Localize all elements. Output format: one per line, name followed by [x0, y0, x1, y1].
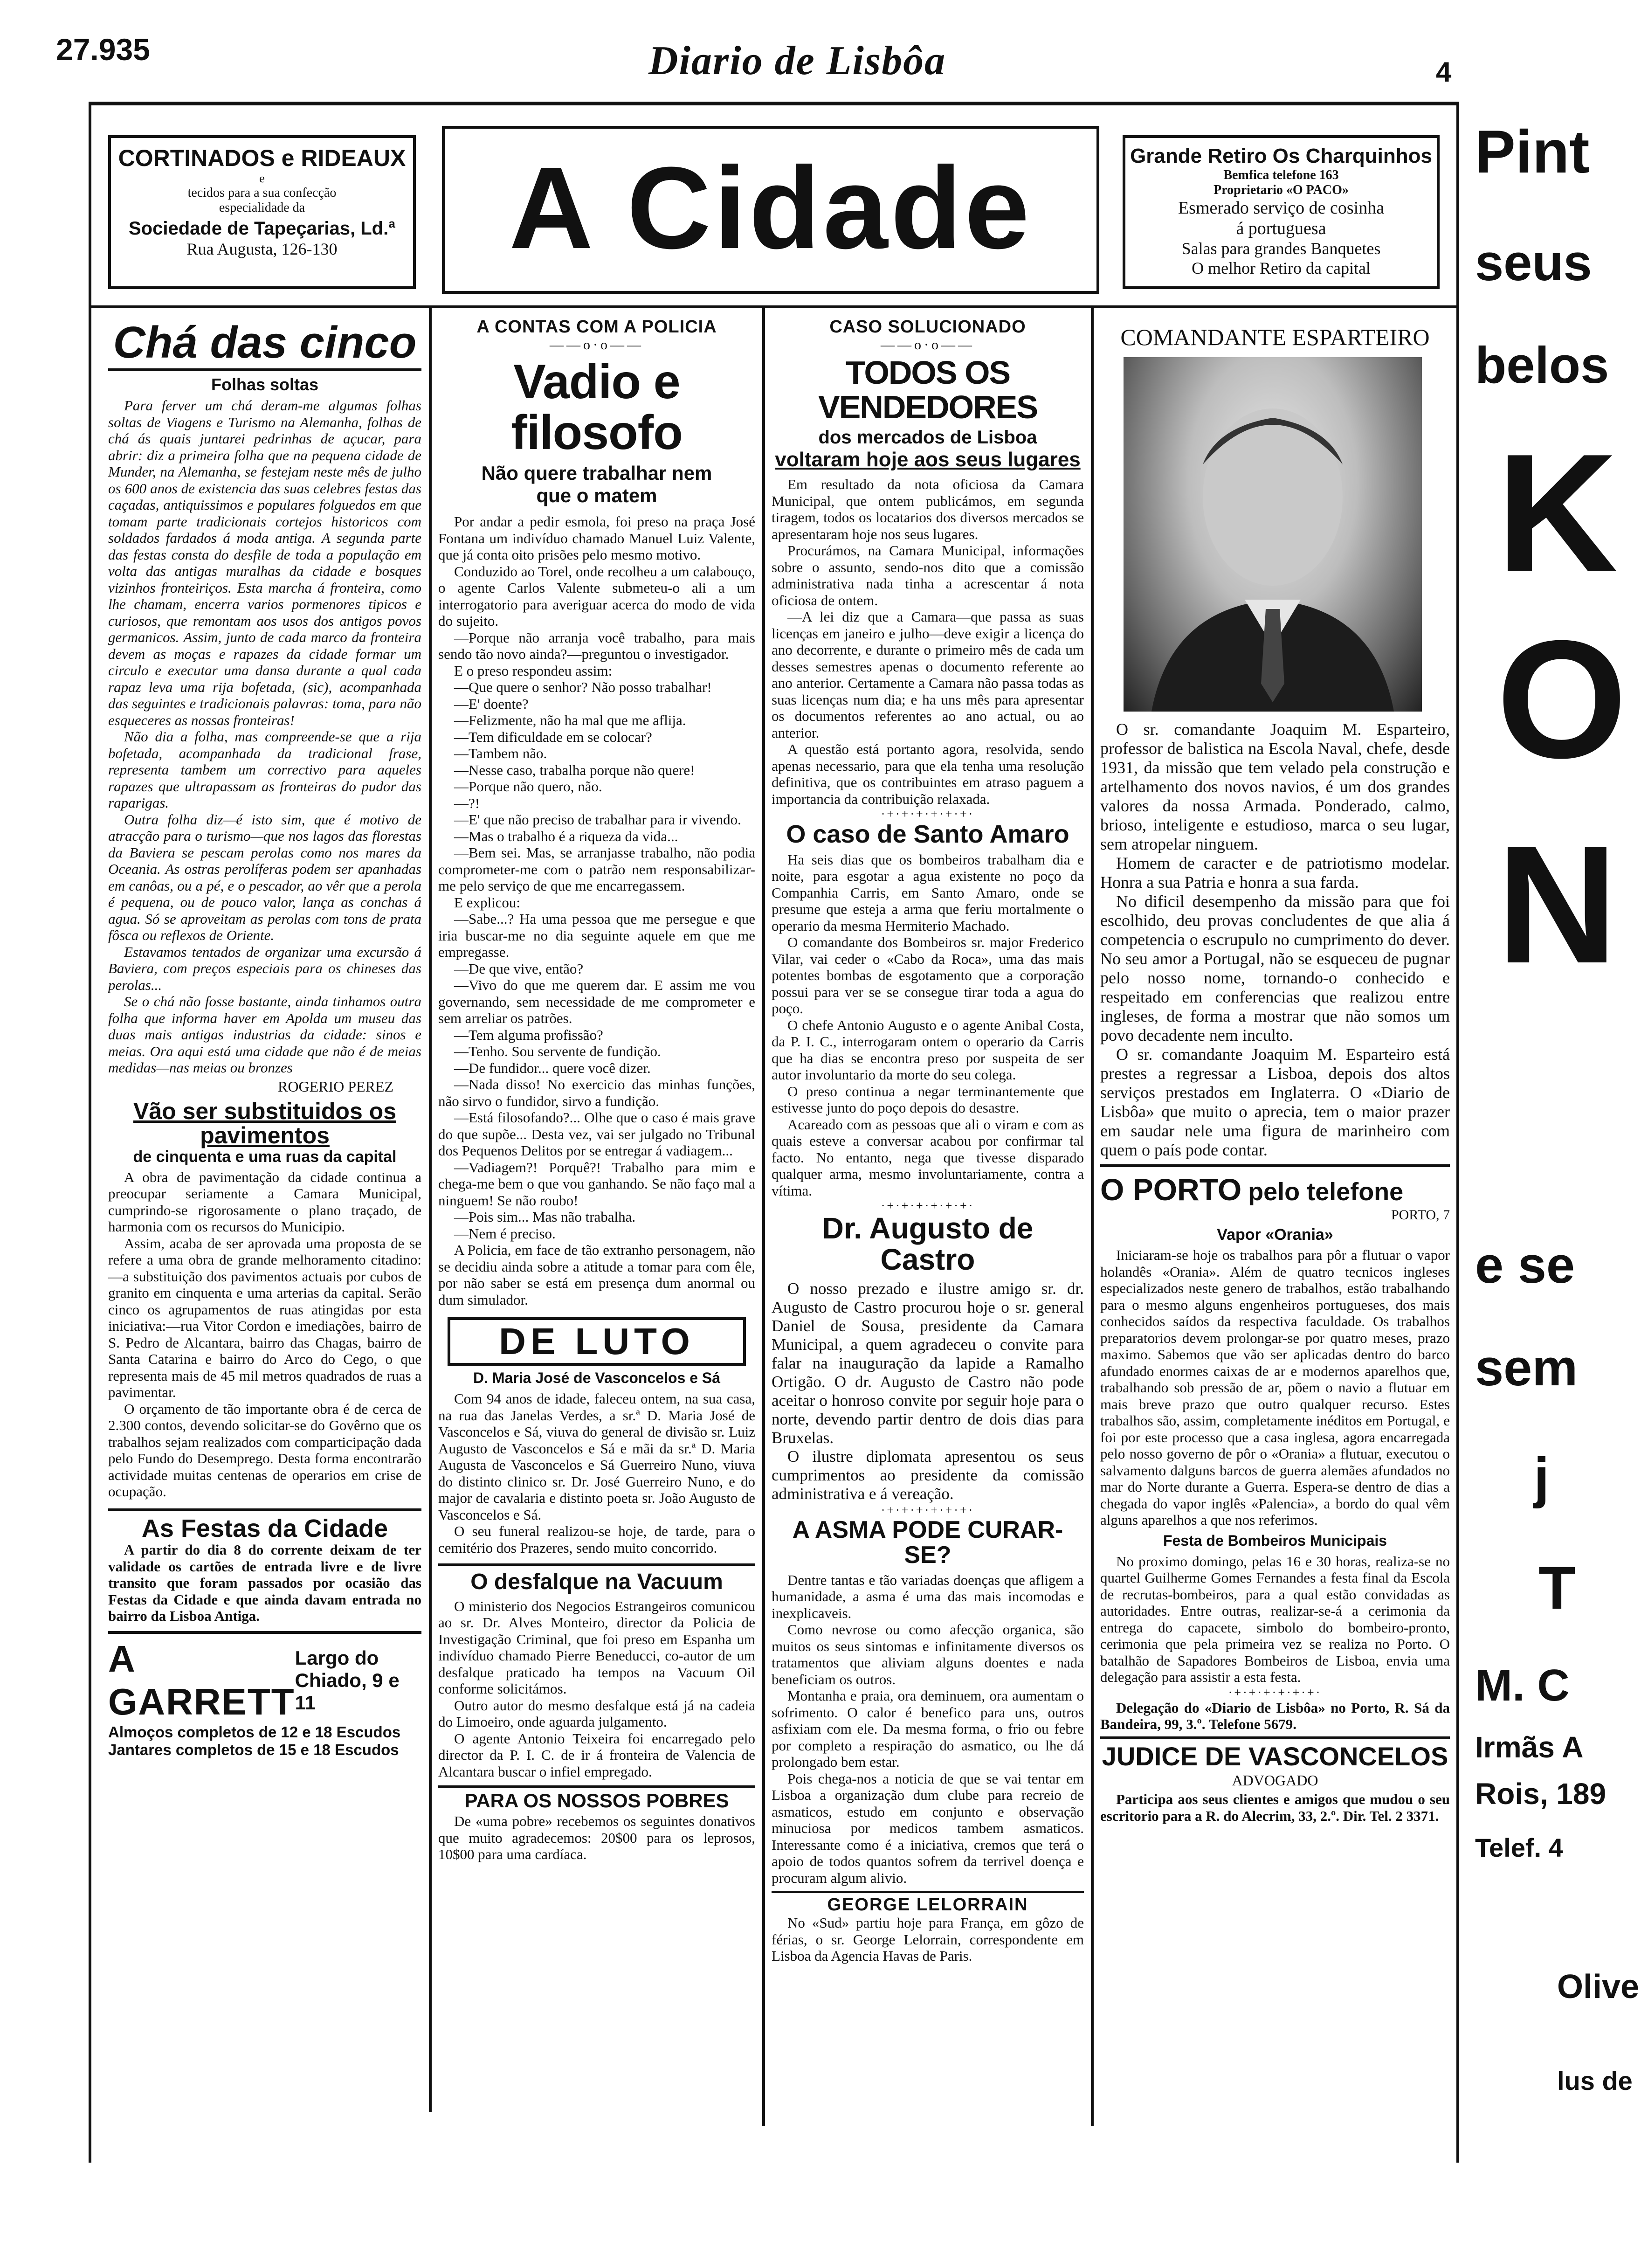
column-rule-3: [1091, 308, 1094, 2126]
edge-text: Pint: [1475, 118, 1590, 186]
vadio-paragraph: —Nesse caso, trabalha porque não quere!: [454, 761, 695, 778]
vadio-paragraph: —E' que não preciso de trabalhar para ir vivendo.: [454, 811, 741, 828]
esparteiro-paragraph: Homem de caracter e de patriotismo modelar. Honra a sua Patria e honra a sua farda.: [1100, 854, 1450, 892]
edge-text: seus: [1475, 234, 1592, 291]
ornament: ——o·o——: [550, 337, 644, 353]
vadio-paragraph: —Bem sei. Mas, se arranjasse trabalho, não podia comprometer-me com o patrão nem responsabilizar-me pelo serviço de que me encarregassem.: [438, 844, 755, 894]
ornament-dots: ·+·+·+·+·+·+·: [881, 1199, 975, 1213]
pavimentos-paragraph: O orçamento de tão importante obra é de cerca de 2.300 contos, devendo solicitar-se do Govêrno que os trabalhos sejam realizados com comparticipação dada pelo Fundo do Desemprego. Desta forma encontrarão actividade muitas centenas de operarios em crise de ocupação.: [108, 1400, 421, 1500]
edge-text: M. C: [1475, 1660, 1570, 1710]
vendedores-paragraph: Procurámos, na Camara Municipal, informações sobre o assunto, sendo-nos dito que a comissão administrativa nada tinha a acrescentar á nota oficiosa de ontem.: [772, 542, 1084, 608]
augusto-castro-headline: Dr. Augusto de Castro: [822, 1211, 1034, 1277]
pobres-headline: PARA OS NOSSOS POBRES: [464, 1790, 729, 1812]
cha-das-cinco-headline: Chá das cinco: [108, 317, 421, 371]
vadio-paragraph: —Vadiagem?! Porquê?! Trabalho para mim e chega-me bem o que vou ganhando. Se não faço mal a ninguem! Se não roubo!: [438, 1159, 755, 1209]
vendedores-paragraph: —A lei diz que a Camara—que passa as suas licenças em janeiro e julho—deve exigir a licença do ano decorrente, e durante o primeiro mês de cada um desses semestres apenas o documento referente ao ano anterior. Certamente a Camara não passa todas as suas licenças num dia; e ha uns mês para apresentar os documentos referentes ao ano actual, ou ao anterior.: [772, 608, 1084, 741]
column-rule-2: [762, 308, 765, 2126]
vadio-paragraph: —Tem alguma profissão?: [454, 1026, 603, 1043]
column-3: [772, 317, 1084, 2136]
vadio-paragraph: —E' doente?: [454, 695, 529, 712]
ornament-dots: ·+·+·+·+·+·+·: [1228, 1685, 1322, 1699]
de-luto-subhead: D. Maria José de Vasconcelos e Sá: [473, 1369, 721, 1387]
luto-paragraph: Com 94 anos de idade, faleceu ontem, na sua casa, na rua das Janelas Verdes, a sr.ª D. Maria José de Vasconcelos e Sá, viuva do general de divisão sr. Luiz Augusto de Vasconcelos e Sá e mãi da sr.ª D. Maria Augusta de Vasconcelos e Sá Guerreiro Nuno, viuva do distinto clinico sr. Dr. José Guerreiro Nuno, e do major de cavalaria e distinto poeta sr. João Augusto de Vasconcelos e Sá.: [438, 1390, 755, 1523]
bombeiros-paragraph: No proximo domingo, pelas 16 e 30 horas, realiza-se no quartel Guilherme Gomes Fernandes a festa final da Escola de recrutas-bombeiros, para a qual estão convidadas as autoridades. Entre outras, realizar-se-á a cerimonia da entrega do capacete, simbolo do bombeiro-pronto, cerimonia que pela primeira vez se realiza no Porto. O batalhão de Sapadores Bombeiros de Lisboa, envia uma delegação para assistir a esta festa.: [1100, 1553, 1450, 1685]
masthead-rule: [89, 102, 1459, 105]
vadio-subhead: Não quere trabalhar nem que o matem: [481, 462, 712, 507]
ad-cortinados-line2: e: [259, 172, 265, 185]
vacuum-paragraph: O ministerio dos Negocios Estrangeiros comunicou ao sr. Dr. Alves Monteiro, director da Policia de Investigação Criminal, que foi preso em Espanha um indivíduo chamado Pierre Beneducci, co-autor de um desfalque praticado ha tempos na Vacuum Oil conforme solicitámos.: [438, 1597, 755, 1697]
asma-headline: A ASMA PODE CURAR-SE?: [792, 1516, 1063, 1569]
page-number: 4: [1436, 56, 1452, 88]
vadio-paragraph: Conduzido ao Torel, onde recolheu a um calabouço, o agente Carlos Valente submeteu-o ali a um interrogatorio para averiguar acerca do modo de vida do sujeito.: [438, 563, 755, 629]
judice-paragraph: Participa aos seus clientes e amigos que mudou o seu escritorio para a R. do Alecrim, 33, 2.º. Dir. Tel. 2 3371.: [1100, 1791, 1450, 1824]
edge-fragment: [1469, 107, 1641, 2159]
ad-charquinhos-line6: Salas para grandes Banquetes: [1181, 239, 1381, 258]
judice-headline: JUDICE DE VASCONCELOS: [1102, 1741, 1448, 1771]
lelorrain-paragraph: No «Sud» partiu hoje para França, em gôzo de férias, o sr. George Lelorrain, correspondente em Lisboa da Agencia Havas de Paris.: [772, 1915, 1084, 1964]
porto-dateline: PORTO, 7: [1391, 1207, 1450, 1223]
augusto-castro-paragraph: O nosso prezado e ilustre amigo sr. dr. Augusto de Castro procurou hoje o sr. general Daniel de Sousa, presidente da Camara Municipal, a quem agradeceu o convite para falar na inauguração da lapide a Ramalho Ortigão. O dr. Augusto de Castro não pode aceitar o honroso convite por seguir hoje para o norte, devendo partir dentro de dois dias para Bruxelas.: [772, 1279, 1084, 1447]
vadio-paragraph: Por andar a pedir esmola, foi preso na praça José Fontana um indivíduo chamado Manuel Luiz Valente, que já conta oito prisões pelo mesmo motivo.: [438, 513, 755, 563]
cha-paragraph: Estavamos tentados de organizar uma excursão á Baviera, com preços especiais para os chineses das perolas...: [108, 943, 421, 993]
cha-signature: ROGERIO PEREZ: [278, 1078, 393, 1095]
esparteiro-paragraph: No dificil desempenho da missão para que foi escolhido, deu provas concludentes de que alia á competencia o escrupulo no cumprimento do dever. No seu amor a Portugal, não se esqueceu de pugnar pelo nosso nome, tornando-o conhecido e respeitado em conferencias que realizou entre ingleses, de forma a mostrar que não somos um povo decadente nem inculto.: [1100, 892, 1450, 1044]
vadio-paragraph: —Está filosofando?... Olhe que o caso é mais grave do que supõe... Desta vez, vai ser julgado no Tribunal dos Pequenos Delitos por se entregar á vadiagem...: [438, 1109, 755, 1159]
edge-text: K: [1496, 419, 1618, 607]
pavimentos-paragraph: Assim, acaba de ser aprovada uma proposta de se refere a uma obra de grande melhoramento citadino:—a substituição dos pavimentos actuais por cubos de granito em cinquenta e uma arterias da capital. Serão cinco os agrupamentos de ruas atingidas por esta iniciativa:—rua Vitor Cordon e imediações, bairro de S. Pedro de Alcantara, bairro das Chagas, bairro de Santa Catarina e bairro do Arco do Cego, o que representa mais de 45 mil metros quadrados de ruas a pavimentar.: [108, 1235, 421, 1400]
ad-charquinhos: [1123, 135, 1440, 289]
section-title-box: [442, 126, 1099, 294]
edge-text: T: [1538, 1554, 1576, 1622]
vadio-paragraph: —Tenho. Sou servente de fundição.: [454, 1043, 661, 1060]
cha-paragraph: Para ferver um chá deram-me algumas folhas soltas de Viagens e Turismo na Alemanha, folhas de chá ás quais juntarei pedrinhas de açucar, para abrir: diz a primeira folha que na pequena cidade de Munder, na Alemanha, se festejam neste mês de julho os 600 anos de existencia das suas celebres festas das caçadas, antiquissimos e populares folguedos em que tomam parte tradicionais cortejos historicos com soldados fardados á moda antiga. A segunda parte das festas consta do desfile de toda a população em volta das antigas muralhas da cidade e bosques vizinhos fronteiriços. Esta marcha á fronteira, como lhe chamam, encerra varios pormenores tipicos e curiosos, que remontam aos usos dos antigos povos germanicos. Assim, junto de cada marco da fronteira devem as moças e rapazes da cidade formar um circulo e executar uma dansa durante a qual cada rapaz leva uma rija bofetada, (sic), acompanhada das seguintes e tradicionais palavras: toma, para não esqueceres as nossas fronteiras!: [108, 397, 421, 728]
edge-text: O: [1496, 606, 1627, 793]
ad-cortinados-line4: especialidade da: [219, 201, 305, 215]
column-rule-1: [429, 308, 432, 2112]
vadio-paragraph: —De que vive, então?: [454, 960, 584, 977]
ad-cortinados-address: Rua Augusta, 126-130: [186, 240, 338, 258]
ad-cortinados-title: CORTINADOS e RIDEAUX: [118, 145, 406, 171]
vadio-paragraph: —Porque não arranja você trabalho, para mais sendo tão novo ainda?—preguntou o investigador.: [438, 629, 755, 663]
festas-paragraph: A partir do dia 8 do corrente deixam de ter validade os cartões de entrada livre e de livre transito que foram passados por ocasião das Festas da Cidade e que ainda davam entrada no bairro da Lisboa Antiga.: [108, 1542, 421, 1625]
santo-amaro-paragraph: O comandante dos Bombeiros sr. major Frederico Vilar, vai ceder o «Cabo da Roca», uma das mais potentes bombas de esgotamento que a corporação possui para ver se se consegue tirar toda a agua do poço.: [772, 934, 1084, 1017]
vadio-paragraph: —De fundidor... quere você dizer.: [454, 1059, 651, 1076]
ad-charquinhos-phone: Bemfica telefone 163: [1223, 168, 1339, 182]
ornament-dots: ·+·+·+·+·+·+·: [881, 1503, 975, 1517]
de-luto-headline: DE LUTO: [499, 1321, 695, 1362]
header-bottom-rule: [89, 305, 1459, 308]
caso-kicker: CASO SOLUCIONADO: [829, 317, 1026, 337]
vadio-paragraph: —Tem dificuldade em se colocar?: [454, 728, 652, 745]
newspaper-title: Diario de Lisbôa: [648, 38, 946, 83]
vadio-paragraph: —Porque não quero, não.: [454, 778, 602, 795]
edge-text: Rois, 189: [1475, 1777, 1607, 1811]
vadio-paragraph: —Sabe...? Ha uma pessoa que me persegue e que iria buscar-me no dia seguinte aquele em que me empregasse.: [438, 911, 755, 961]
folhas-soltas-subhead: Folhas soltas: [211, 375, 319, 394]
vadio-paragraph: —Mas o trabalho é a riqueza da vida...: [454, 828, 678, 844]
ornament: ——o·o——: [881, 337, 975, 353]
vadio-headline: Vadio e filosofo: [511, 355, 683, 460]
ornament-dots: ·+·+·+·+·+·+·: [881, 807, 975, 821]
vacuum-paragraph: Outro autor do mesmo desfalque está já na cadeia do Limoeiro, onde aguarda julgamento.: [438, 1697, 755, 1730]
ad-charquinhos-line4: Esmerado serviço de cosinha: [1178, 198, 1385, 218]
festas-cidade-headline: As Festas da Cidade: [141, 1514, 388, 1542]
asma-paragraph: Como nevrose ou como afecção organica, são muitos os seus sintomas e infinitamente diversos os tratamentos que aliviam alguns doentes e nada beneficiam os outros.: [772, 1621, 1084, 1687]
delegacao-paragraph: Delegação do «Diario de Lisbôa» no Porto, R. Sá da Bandeira, 99, 3.º. Telefone 5679.: [1100, 1699, 1450, 1732]
ad-cortinados-line3: tecidos para a sua confecção: [187, 186, 337, 200]
orania-paragraph: Iniciaram-se hoje os trabalhos para pôr a flutuar o vapor holandês «Orania». Além de quatro tecnicos ingleses especializados neste genero de trabalhos, estão trabalhando para o mesmo alguns engenheiros portugueses, dos mais conhecidos saídos da respectiva faculdade. Os trabalhos preparatorios devem prolongar-se por quatro meses, prazo maximo. Sabemos que vão ser aplicadas dentro do barco afundado enormes caixas de ar e modernos aparelhos que, trabalhando sob pressão de ar, põem o navio a flutuar em mais breve prazo que outro qualquer recurso. Estes trabalhos são, assim, completamente inéditos em Portugal, e foi por este processo que a casa inglesa, agora encarregada pelo nosso governo de pôr o «Orania» a flutuar, executou o salvamento dalguns barcos de guerra alemães afundados no mar do Norte durante a Guerra. Espera-se dentro de dias a chegada do vapor inglês «Palencia», a bordo do qual vêm alguns aparelhos a que nos referimos.: [1100, 1247, 1450, 1528]
pobres-paragraph: De «uma pobre» recebemos os seguintes donativos que muito agradecemos: 20$00 para os leprosos, 10$00 para uma cardíaca.: [438, 1813, 755, 1863]
vadio-paragraph: —Pois sim... Mas não trabalha.: [454, 1209, 636, 1225]
garrett-ad-name: A GARRETT: [108, 1638, 295, 1722]
vendedores-paragraph: A questão está portanto agora, resolvida, sendo apenas necessario, para que ela tenha uma resolução definitiva, que os contribuintes em atraso paguem a importancia da contribuição relaxada.: [772, 741, 1084, 807]
vacuum-headline: O desfalque na Vacuum: [470, 1570, 723, 1595]
vacuum-paragraph: O agente Antonio Teixeira foi encarregado pelo director da P. I. C. de ir á fronteira de Valencia de Alcantara buscar o infiel empregado.: [438, 1730, 755, 1780]
vadio-paragraph: —Que quere o senhor? Não posso trabalhar!: [454, 679, 712, 696]
vadio-paragraph: —Nada disso! No exercicio das minhas funções, não sirvo o fundidor, sirvo a fundição.: [438, 1076, 755, 1109]
edge-text: Olive: [1557, 1968, 1640, 2005]
ad-cortinados: [108, 135, 416, 289]
cha-paragraph: Outra folha diz—é isto sim, que é motivo de atracção para o turismo—que nos lagos das florestas da Baviera se pescam perolas como nos mares da Oceania. As ostras perolíferas podem ser apanhadas em canôas, ou a pé, e o pescador, ao vêr que a perola é pequena, ou de pouco valor, lança as conchas á agua. Só se aproveitam as perolas com tons de prata fôsca ou reflexos de Oriente.: [108, 811, 421, 943]
page-right-rule: [1456, 102, 1459, 2163]
santo-amaro-paragraph: O chefe Antonio Augusto e o agente Anibal Costa, da P. I. C., interrogaram ontem o operario da Carris que ha dias se encontra preso por suspeita de ser autor involuntario da morte do seu colega.: [772, 1016, 1084, 1083]
ad-cortinados-company: Sociedade de Tapeçarias, Ld.ª: [128, 218, 396, 239]
lelorrain-headline: GEORGE LELORRAIN: [827, 1895, 1028, 1915]
orania-subhead: Vapor «Orania»: [1217, 1226, 1333, 1244]
ad-charquinhos-owner: Proprietario «O PACO»: [1214, 183, 1349, 197]
santo-amaro-paragraph: Ha seis dias que os bombeiros trabalham dia e noite, para esgotar a agua existente no poço da Companhia Carris, em Santo Amaro, onde se presume que esteja a arma que feriu mortalmente o operario da mesma Hermiterio Machado.: [772, 851, 1084, 934]
garrett-ad-address: Largo do Chiado, 9 e 11: [295, 1646, 400, 1714]
col2-divider: [438, 1563, 755, 1566]
asma-paragraph: Montanha e praia, ora deminuem, ora aumentam o sofrimento. O calor é benefico para uns, outros asfixiam com ele. Da mesma forma, o frio ou febre por completo a respiração do asmatico, ou lhe dá prolongado bem estar.: [772, 1687, 1084, 1770]
de-luto-box: [448, 1317, 746, 1366]
section-title: A Cidade: [509, 143, 1033, 273]
page-left-rule: [89, 102, 91, 2163]
edge-text: e se: [1475, 1237, 1575, 1294]
garrett-ad: [108, 1631, 421, 1759]
augusto-castro-paragraph: O ilustre diplomata apresentou os seus cumprimentos ao presidente da comissão administrativa e á vereação.: [772, 1447, 1084, 1503]
policia-kicker: A CONTAS COM A POLICIA: [476, 317, 717, 337]
vadio-paragraph: —?!: [454, 795, 480, 811]
santo-amaro-paragraph: Acareado com as pessoas que ali o viram e com as quais esteve a conversar acabou por confirmar tal facto. No entanto, nega que tivesse disparado qualquer arma, mesmo involuntariamente, contra a vítima.: [772, 1116, 1084, 1199]
vendedores-headline: TODOS OS VENDEDORES: [818, 354, 1038, 425]
edge-text: sem: [1475, 1339, 1578, 1397]
vendedores-subhead: dos mercados de Lisboa: [818, 427, 1037, 448]
col1-divider: [108, 1508, 421, 1511]
edge-text: Telef. 4: [1475, 1833, 1563, 1862]
col4-divider: [1100, 1736, 1450, 1739]
edge-text: N: [1496, 811, 1618, 998]
esparteiro-portrait: [1124, 357, 1422, 712]
cha-paragraph: Se o chá não fosse bastante, ainda tinhamos outra folha que informa haver em Apolda um museu das duas mais antigas industrias da cidade: sinos e meias. Ora aqui está uma cidade que não é de meias medidas—nas meias ou bronzes: [108, 993, 421, 1076]
col2-divider: [438, 1785, 755, 1788]
santo-amaro-headline: O caso de Santo Amaro: [786, 820, 1069, 848]
col4-divider: [1100, 1164, 1450, 1167]
garrett-ad-almocos: Almoços completos de 12 e 18 Escudos: [108, 1723, 401, 1741]
edge-text: belos: [1475, 337, 1609, 394]
pavimentos-paragraph: A obra de pavimentação da cidade continua a preocupar seriamente a Camara Municipal, cumprindo-se rigorosamente o plano traçado, de harmonia com os recursos do Municipio.: [108, 1169, 421, 1235]
pavimentos-headline: Vão ser substituidos os pavimentos: [133, 1098, 396, 1148]
luto-paragraph: O seu funeral realizou-se hoje, de tarde, para o cemitério dos Prazeres, sendo muito concorrido.: [438, 1523, 755, 1556]
santo-amaro-paragraph: O preso continua a negar terminantemente que estivesse junto do poço depois do desastre.: [772, 1083, 1084, 1116]
edge-text: lus de: [1557, 2066, 1633, 2095]
cha-paragraph: Não dia a folha, mas compreende-se que a rija bofetada, acompanhada da tradicional frase, representa tambem um correctivo para aqueles rapazes que ultrapassam as fronteiras do pudor das raparigas.: [108, 728, 421, 811]
column-1: [108, 317, 421, 2136]
vadio-paragraph: —Felizmente, não ha mal que me aflija.: [454, 712, 686, 729]
judice-subhead: ADVOGADO: [1232, 1772, 1318, 1789]
portrait-illustration: [1124, 357, 1422, 712]
porto-headline: O PORTO: [1100, 1172, 1242, 1207]
esparteiro-paragraph: O sr. comandante Joaquim M. Esparteiro, professor de balistica na Escola Naval, chefe, desde 1931, da missão que tem velado pela construção e artelhamento dos novos navios, é um dos grandes valores da nossa Armada. Ponderado, calmo, brioso, inteligente e estudioso, marca o seu lugar, sem atropelar ninguem.: [1100, 720, 1450, 853]
edge-text: Irmãs A: [1475, 1730, 1584, 1764]
vadio-paragraph: E explicou:: [454, 894, 521, 911]
vendedores-subhead-2: voltaram hoje aos seus lugares: [775, 448, 1081, 471]
ad-charquinhos-title: Grande Retiro Os Charquinhos: [1130, 145, 1432, 167]
esparteiro-paragraph: O sr. comandante Joaquim M. Esparteiro está prestes a regressar a Lisboa, depois dos altos serviços prestados em Inglaterra. O «Diario de Lisbôa» que muito o aprecia, tem o maior prazer em saudar nele uma figura de marinheiro com quem o país pode contar.: [1100, 1045, 1450, 1159]
esparteiro-headline: COMANDANTE ESPARTEIRO: [1120, 324, 1430, 350]
vadio-paragraph: —Nem é preciso.: [454, 1225, 556, 1242]
porto-headline-2: pelo telefone: [1248, 1178, 1404, 1206]
vadio-paragraph: A Policia, em face de tão extranho personagem, não se decidiu ainda sobre a atitude a tomar para com êle, por não saber se está em presença dum anormal ou dum simulador.: [438, 1242, 755, 1308]
asma-paragraph: Dentre tantas e tão variadas doenças que afligem a humanidade, a asma é uma das mais incomodas e inexplicaveis.: [772, 1571, 1084, 1621]
ad-charquinhos-line5: á portuguesa: [1236, 219, 1326, 238]
garrett-ad-jantares: Jantares completos de 15 e 18 Escudos: [108, 1741, 399, 1758]
ad-charquinhos-line7: O melhor Retiro da capital: [1192, 259, 1371, 277]
vadio-paragraph: —Vivo do que me querem dar. E assim me vou governando, sem necessidade de me comprometer e sem arreliar os patrões.: [438, 977, 755, 1027]
column-2: [438, 317, 755, 2136]
col3-divider: [772, 1891, 1084, 1893]
vadio-paragraph: —Tambem não.: [454, 745, 547, 762]
edge-text: j: [1534, 1446, 1550, 1509]
asma-paragraph: Pois chega-nos a noticia de que se vai tentar em Lisboa a organização dum clube para recreio de asmaticos, estudo em conjunto e observação minuciosa por medicos tambem asmaticos. Interessante como é a iniciativa, cremos que terá o apoio de todos quantos sofrem da terrivel doença e procuram algum alivio.: [772, 1770, 1084, 1886]
column-4: [1100, 317, 1450, 2136]
vadio-paragraph: E o preso respondeu assim:: [454, 662, 613, 679]
page-id: 27.935: [56, 32, 150, 67]
bombeiros-subhead: Festa de Bombeiros Municipais: [1163, 1532, 1387, 1549]
pavimentos-subhead: de cinquenta e uma ruas da capital: [133, 1148, 397, 1166]
vendedores-paragraph: Em resultado da nota oficiosa da Camara Municipal, que ontem publicámos, em segunda tiragem, todos os locatarios dos diversos mercados se apresentaram hoje nos seus lugares.: [772, 476, 1084, 542]
